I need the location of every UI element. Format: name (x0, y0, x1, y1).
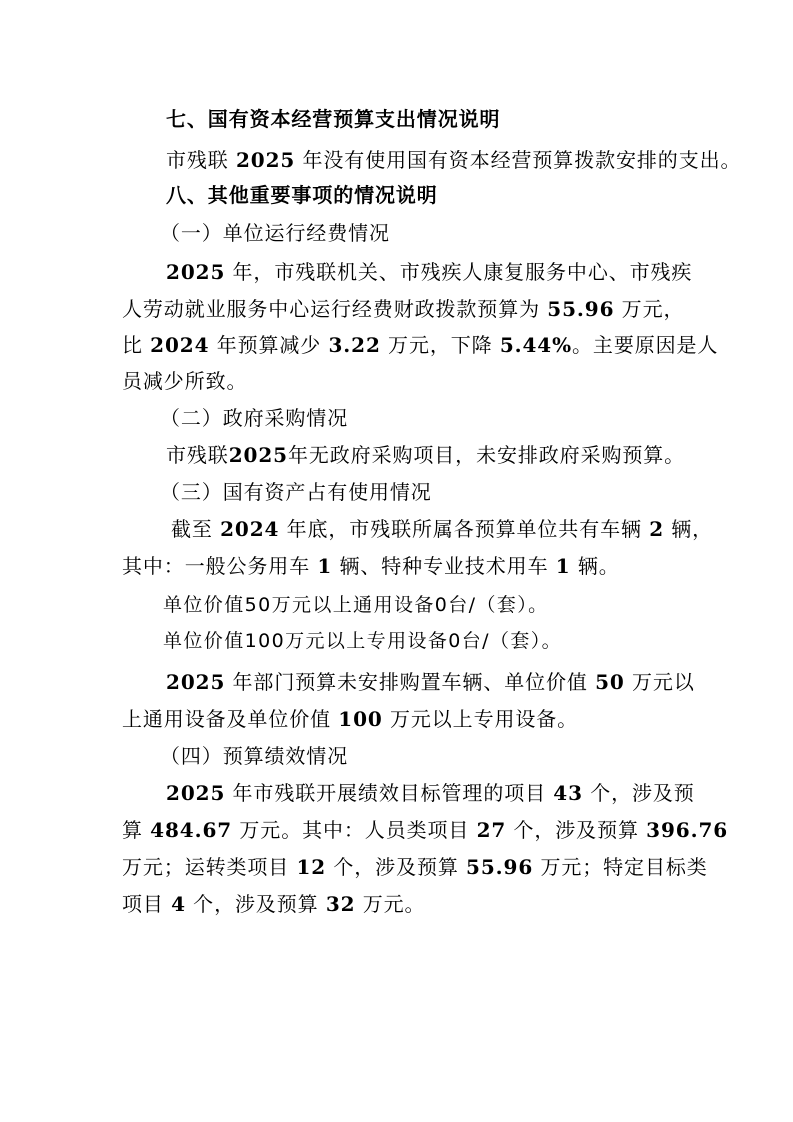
subsection-3-line-6: 上通用设备及单位价值 100 万元以上专用设备。 (122, 707, 579, 731)
subsection-4-heading: （四）预算绩效情况 (160, 744, 349, 768)
subsection-1-line-3: 比 2024 年预算减少 3.22 万元，下降 5.44%。主要原因是人 (122, 333, 719, 357)
subsection-1-line-1: 2025 年，市残联机关、市残疾人康复服务中心、市残疾 (166, 260, 693, 284)
subsection-4-line-4: 项目 4 个，涉及预算 32 万元。 (122, 892, 426, 916)
subsection-2-line-1: 市残联2025年无政府采购项目，未安排政府采购预算。 (166, 443, 686, 467)
subsection-3-line-4: 单位价值100万元以上专用设备0台/（套）。 (163, 630, 563, 652)
subsection-3-line-2: 其中：一般公务用车 1 辆、特种专业技术用车 1 辆。 (122, 554, 620, 578)
subsection-1-heading: （一）单位运行经费情况 (160, 221, 390, 245)
subsection-4-line-2: 算 484.67 万元。其中：人员类项目 27 个，涉及预算 396.76 (122, 818, 729, 842)
section-7-paragraph: 市残联 2025 年没有使用国有资本经营预算拨款安排的支出。 (166, 148, 742, 172)
subsection-3-heading: （三）国有资产占有使用情况 (160, 480, 432, 504)
section-7-heading: 七、国有资本经营预算支出情况说明 (166, 107, 501, 131)
subsection-4-line-1: 2025 年市残联开展绩效目标管理的项目 43 个，涉及预 (166, 781, 695, 805)
subsection-3-line-1: 截至 2024 年底，市残联所属各预算单位共有车辆 2 辆， (171, 517, 714, 541)
subsection-2-heading: （二）政府采购情况 (160, 406, 349, 430)
subsection-1-line-2: 人劳动就业服务中心运行经费财政拨款预算为 55.96 万元， (122, 297, 685, 321)
subsection-1-line-4: 员减少所致。 (122, 369, 248, 393)
section-8-heading: 八、其他重要事项的情况说明 (166, 183, 438, 207)
subsection-4-line-3: 万元；运转类项目 12 个，涉及预算 55.96 万元；特定目标类 (122, 855, 708, 879)
subsection-3-line-3: 单位价值50万元以上通用设备0台/（套）。 (163, 594, 549, 616)
subsection-3-line-5: 2025 年部门预算未安排购置车辆、单位价值 50 万元以 (166, 670, 695, 694)
